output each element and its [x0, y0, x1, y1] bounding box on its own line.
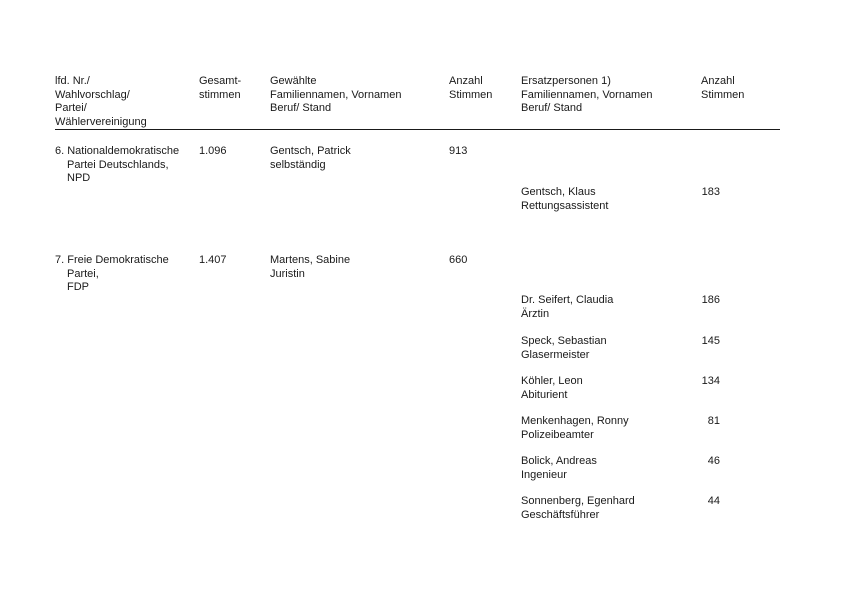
substitute-name: Dr. Seifert, Claudia [521, 294, 614, 306]
substitute-person [521, 186, 608, 213]
substitute-person [521, 294, 613, 321]
substitute-person [521, 455, 597, 482]
elected-votes: 660 [449, 254, 468, 266]
header-lfd-nr-line: Partei/ [55, 102, 87, 114]
header-ersatzpersonen [521, 75, 652, 116]
substitute-job: Rettungsassistent [521, 199, 609, 212]
header-anzahl-stimmen-1 [449, 75, 492, 102]
substitute-votes: 81 [707, 415, 720, 427]
substitute-job: Abiturient [521, 388, 568, 401]
elected-name: Martens, Sabine [270, 254, 351, 266]
substitute-job: Ingenieur [521, 468, 567, 481]
substitute-person [521, 375, 583, 402]
elected-job: Juristin [270, 267, 305, 280]
substitute-name: Sonnenberg, Egenhard [521, 495, 635, 507]
header-gewaehlte-line: Gewählte [270, 75, 317, 87]
substitute-job: Polizeibeamter [521, 428, 594, 441]
substitute-votes: 44 [707, 495, 720, 507]
header-gewaehlte-line: Familiennamen, Vornamen [270, 88, 402, 101]
header-anzahl-line: Anzahl [449, 75, 483, 87]
substitute-name: Gentsch, Klaus [521, 186, 596, 198]
substitute-job: Geschäftsführer [521, 508, 600, 521]
header-gesamtstimmen [199, 75, 241, 102]
party-name-line: 6. Nationaldemokratische [55, 145, 180, 157]
header-lfd-nr-line: lfd. Nr./ [55, 75, 90, 87]
elected-name: Gentsch, Patrick [270, 145, 351, 157]
elected-person [270, 145, 351, 172]
party-name [55, 254, 169, 295]
header-divider [55, 129, 780, 130]
header-ersatz-line: Ersatzpersonen 1) [521, 75, 611, 87]
substitute-person [521, 495, 635, 522]
party-name-line: 7. Freie Demokratische [55, 254, 169, 266]
substitute-votes: 145 [701, 335, 720, 347]
elected-person [270, 254, 350, 281]
header-anzahl-stimmen-2 [701, 75, 744, 102]
elected-votes: 913 [449, 145, 468, 157]
substitute-votes: 183 [701, 186, 720, 198]
substitute-job: Ärztin [521, 307, 550, 320]
elected-job: selbständig [270, 158, 326, 171]
substitute-votes: 46 [707, 455, 720, 467]
substitute-person [521, 415, 629, 442]
substitute-name: Köhler, Leon [521, 375, 583, 387]
party-name-line: Partei, [67, 267, 99, 280]
substitute-person [521, 335, 607, 362]
party-total-votes: 1.096 [199, 145, 227, 157]
substitute-name: Menkenhagen, Ronny [521, 415, 629, 427]
party-name-line: Partei Deutschlands, [67, 158, 169, 171]
substitute-name: Bolick, Andreas [521, 455, 597, 467]
header-anzahl-line: Stimmen [701, 88, 745, 101]
party-total-votes: 1.407 [199, 254, 227, 266]
substitute-job: Glasermeister [521, 348, 590, 361]
header-gewaehlte [270, 75, 401, 116]
header-lfd-nr-line: Wahlvorschlag/ [55, 88, 130, 101]
header-ersatz-line: Beruf/ Stand [521, 102, 583, 114]
header-gesamtstimmen-line: Gesamt- [199, 75, 242, 87]
header-lfd-nr-line: Wählervereinigung [55, 115, 147, 128]
header-lfd-nr [55, 75, 147, 129]
header-anzahl-line: Stimmen [449, 88, 493, 101]
header-gewaehlte-line: Beruf/ Stand [270, 102, 332, 114]
header-ersatz-line: Familiennamen, Vornamen [521, 88, 653, 101]
party-name-line: NPD [67, 172, 91, 184]
party-name-line: FDP [67, 281, 89, 293]
substitute-votes: 186 [701, 294, 720, 306]
substitute-name: Speck, Sebastian [521, 335, 607, 347]
header-anzahl-line: Anzahl [701, 75, 735, 87]
substitute-votes: 134 [701, 375, 720, 387]
header-gesamtstimmen-line: stimmen [199, 88, 241, 101]
party-name [55, 145, 179, 186]
